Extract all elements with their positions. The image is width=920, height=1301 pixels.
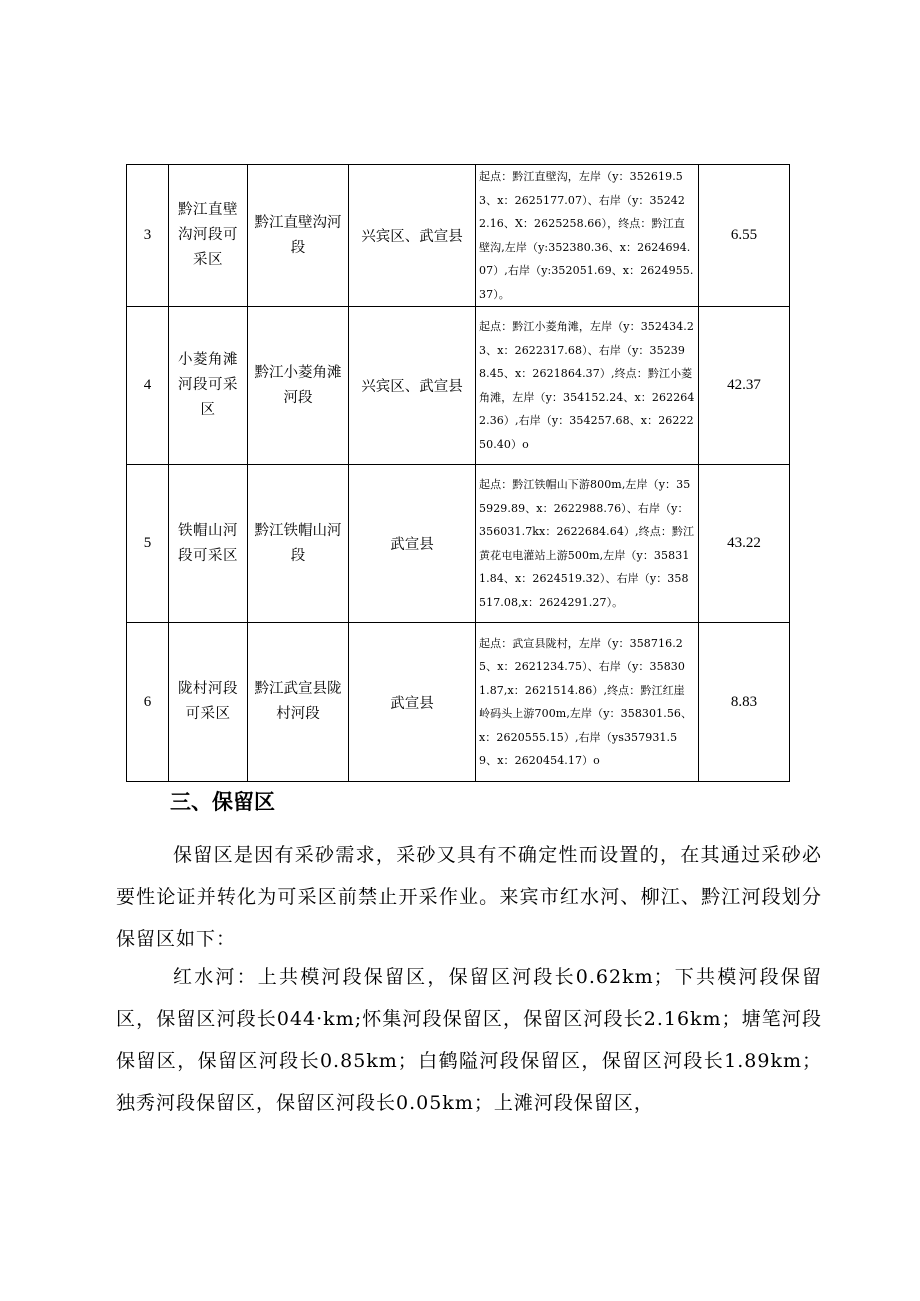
table-row [127,465,790,623]
area-name: 黔江直壁沟河段可采区 [169,165,248,307]
table-row [127,307,790,465]
section-length: 8.83 [699,623,790,782]
river-section: 黔江铁帽山河段 [248,465,349,623]
river-section: 黔江直壁沟河段 [248,165,349,307]
section-heading: 三、保留区 [170,790,275,814]
boundary-description: 起点：黔江直壁沟，左岸（y：352619.53、x：2625177.07）、右岸（y：352422.16、X：2625258.66），终点：黔江直壁沟,左岸（y:352380.36、x：2624694.07）,右岸（y:352051.69、x：2624955.37）。 [476,165,699,307]
area-name: 小菱角滩河段可采区 [169,307,248,465]
county: 武宣县 [349,623,476,782]
table-row [127,623,790,782]
section-length: 43.22 [699,465,790,623]
row-number: 6 [127,623,169,782]
river-section: 黔江小菱角滩河段 [248,307,349,465]
paragraph-hongshui-river: 红水河：上共模河段保留区，保留区河段长0.62km；下共模河段保留区，保留区河段长044·km;怀集河段保留区，保留区河段长2.16km；塘笔河段保留区，保留区河段长0.85km；白鹤隘河段保留区，保留区河段长1.89km；独秀河段保留区，保留区河段长0.05km；上滩河段保留区， [116,966,822,1114]
area-name: 铁帽山河段可采区 [169,465,248,623]
boundary-description: 起点：黔江小菱角滩，左岸（y：352434.23、x：2622317.68）、右岸（y：352398.45、x：2621864.37）,终点：黔江小菱角滩，左岸（y：354152.24、x：2622642.36）,右岸（y：354257.68、x：2622250.40）o [476,307,699,465]
county: 兴宾区、武宣县 [349,307,476,465]
row-number: 3 [127,165,169,307]
county: 兴宾区、武宣县 [349,165,476,307]
row-number: 4 [127,307,169,465]
area-name: 陇村河段可采区 [169,623,248,782]
section-length: 42.37 [699,307,790,465]
county: 武宣县 [349,465,476,623]
table-row [127,165,790,307]
row-number: 5 [127,465,169,623]
boundary-description: 起点：武宣县陇村，左岸（y：358716.25、x：2621234.75）、右岸（y：358301.87,x：2621514.86）,终点：黔江红崖岭码头上游700m,左岸（y：358301.56、x：2620555.15）,右岸（ys357931.59、x：2620454.17）o [476,623,699,782]
section-length: 6.55 [699,165,790,307]
paragraph-intro: 保留区是因有采砂需求，采砂又具有不确定性而设置的，在其通过采砂必要性论证并转化为可采区前禁止开采作业。来宾市红水河、柳江、黔江河段划分保留区如下： [116,844,822,950]
boundary-description: 起点：黔江铁帽山下游800m,左岸（y：355929.89、x：2622988.76）、右岸（y：356031.7kx：2622684.64）,终点：黔江黄花屯电灌站上游500m,左岸（y：358311.84、x：2624519.32）、右岸（y：358517.08,x：2624291.27）。 [476,465,699,623]
quarry-area-table [126,164,790,782]
river-section: 黔江武宣县陇村河段 [248,623,349,782]
